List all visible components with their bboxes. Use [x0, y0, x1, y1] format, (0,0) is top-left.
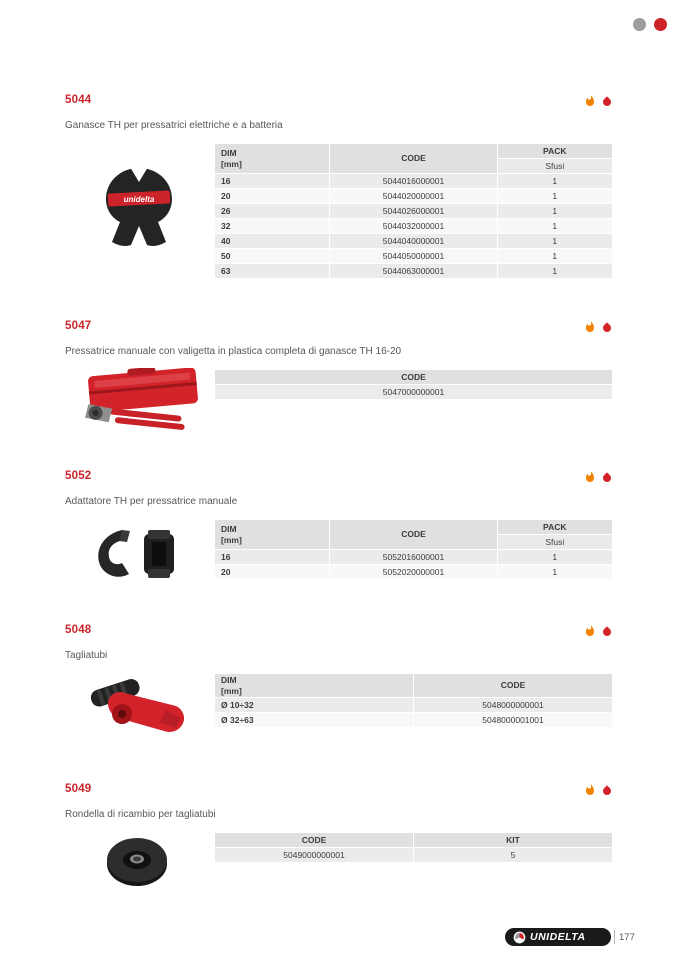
table-row [215, 234, 613, 249]
product-photo-manual-press [75, 368, 205, 437]
table-cell: 1 [498, 565, 613, 580]
product-photo-pipe-cutter [88, 676, 188, 743]
table-row [215, 713, 613, 728]
table-cell: 5044050000001 [330, 249, 497, 264]
table-row [215, 189, 613, 204]
table-cell: 5044016000001 [330, 174, 497, 189]
product-section-5047 [65, 320, 613, 450]
column-header: DIM [mm] [215, 674, 414, 698]
table-cell: 5044026000001 [330, 204, 497, 219]
product-photo-pressing-jaw [100, 166, 178, 255]
table-row [215, 385, 613, 400]
product-section-5044 [65, 94, 613, 294]
drop-icon [601, 624, 613, 638]
table-cell: 5049000000001 [215, 848, 414, 863]
table-cell: 1 [498, 234, 613, 249]
product-description: Tagliatubi [65, 650, 108, 661]
flame-icon [584, 624, 596, 638]
section-header [65, 624, 613, 638]
brand-logo [505, 928, 611, 946]
table-cell: 5044032000001 [330, 219, 497, 234]
table-cell: 1 [498, 219, 613, 234]
table-row [215, 848, 613, 863]
table-cell: 1 [498, 249, 613, 264]
suitability-icons [584, 470, 613, 484]
table-cell: 5048000000001 [414, 698, 613, 713]
table-cell: 16 [215, 174, 330, 189]
red-dot [654, 18, 667, 31]
table-cell: 16 [215, 550, 330, 565]
table-cell: 1 [498, 189, 613, 204]
category-dots [633, 18, 667, 31]
table-cell: Ø 10÷32 [215, 698, 414, 713]
table-cell: 32 [215, 219, 330, 234]
flame-icon [584, 470, 596, 484]
product-photo-adapter [92, 524, 182, 589]
product-section-5048 [65, 624, 613, 749]
table-row [215, 249, 613, 264]
table-cell: 5048000001001 [414, 713, 613, 728]
column-header: PACK [498, 520, 613, 535]
product-description: Adattatore TH per pressatrice manuale [65, 496, 238, 507]
drop-icon [601, 470, 613, 484]
table-cell: 1 [498, 264, 613, 279]
section-header [65, 94, 613, 108]
product-photo-spare-wheel [103, 834, 171, 893]
table-cell: 26 [215, 204, 330, 219]
product-table [215, 520, 613, 580]
table-cell: 5044020000001 [330, 189, 497, 204]
table-row [215, 264, 613, 279]
suitability-icons [584, 624, 613, 638]
section-header [65, 320, 613, 334]
drop-icon [601, 783, 613, 797]
product-code-heading: 5044 [65, 94, 92, 106]
table-cell: 5052016000001 [330, 550, 497, 565]
suitability-icons [584, 783, 613, 797]
column-subheader: Sfusi [498, 535, 613, 550]
footer [0, 926, 677, 950]
table-cell: 1 [498, 550, 613, 565]
column-header: CODE [215, 370, 613, 385]
product-code-heading: 5049 [65, 783, 92, 795]
product-table [215, 833, 613, 863]
table-cell: 40 [215, 234, 330, 249]
product-description: Rondella di ricambio per tagliatubi [65, 809, 216, 820]
table-row [215, 698, 613, 713]
column-header: CODE [330, 520, 497, 550]
table-cell: 63 [215, 264, 330, 279]
suitability-icons [584, 94, 613, 108]
flame-icon [584, 783, 596, 797]
flame-icon [584, 94, 596, 108]
table-row [215, 204, 613, 219]
table-cell: Ø 32÷63 [215, 713, 414, 728]
table-cell: 5052020000001 [330, 565, 497, 580]
table-row [215, 174, 613, 189]
product-description: Ganasce TH per pressatrici elettriche e a batteria [65, 120, 283, 131]
column-header: DIM [mm] [215, 144, 330, 174]
table-cell: 1 [498, 174, 613, 189]
product-table [215, 370, 613, 400]
flame-icon [584, 320, 596, 334]
table-cell: 20 [215, 189, 330, 204]
drop-icon [601, 320, 613, 334]
svg-text:unidelta: unidelta [123, 195, 155, 204]
table-row [215, 219, 613, 234]
column-header: KIT [414, 833, 613, 848]
product-table [215, 674, 613, 728]
column-header: CODE [215, 833, 414, 848]
footer-divider [614, 930, 615, 944]
product-description: Pressatrice manuale con valigetta in plastica completa di ganasce TH 16-20 [65, 346, 402, 357]
table-cell: 5044040000001 [330, 234, 497, 249]
product-code-heading: 5047 [65, 320, 92, 332]
gray-dot [633, 18, 646, 31]
column-header: PACK [498, 144, 613, 159]
table-cell: 50 [215, 249, 330, 264]
table-cell: 5044063000001 [330, 264, 497, 279]
brand-logo-mark-icon [513, 931, 526, 944]
column-header: DIM [mm] [215, 520, 330, 550]
page-number: 177 [619, 932, 635, 943]
product-section-5052 [65, 470, 613, 600]
product-section-5049 [65, 783, 613, 898]
product-code-heading: 5048 [65, 624, 92, 636]
table-cell: 5 [414, 848, 613, 863]
drop-icon [601, 94, 613, 108]
section-header [65, 470, 613, 484]
table-cell: 5047000000001 [215, 385, 613, 400]
column-subheader: Sfusi [498, 159, 613, 174]
column-header: CODE [414, 674, 613, 698]
suitability-icons [584, 320, 613, 334]
table-cell: 20 [215, 565, 330, 580]
table-cell: 1 [498, 204, 613, 219]
table-row [215, 565, 613, 580]
section-header [65, 783, 613, 797]
product-table [215, 144, 613, 279]
table-row [215, 550, 613, 565]
product-code-heading: 5052 [65, 470, 92, 482]
brand-logo-text: UNIDELTA [530, 931, 586, 943]
column-header: CODE [330, 144, 497, 174]
